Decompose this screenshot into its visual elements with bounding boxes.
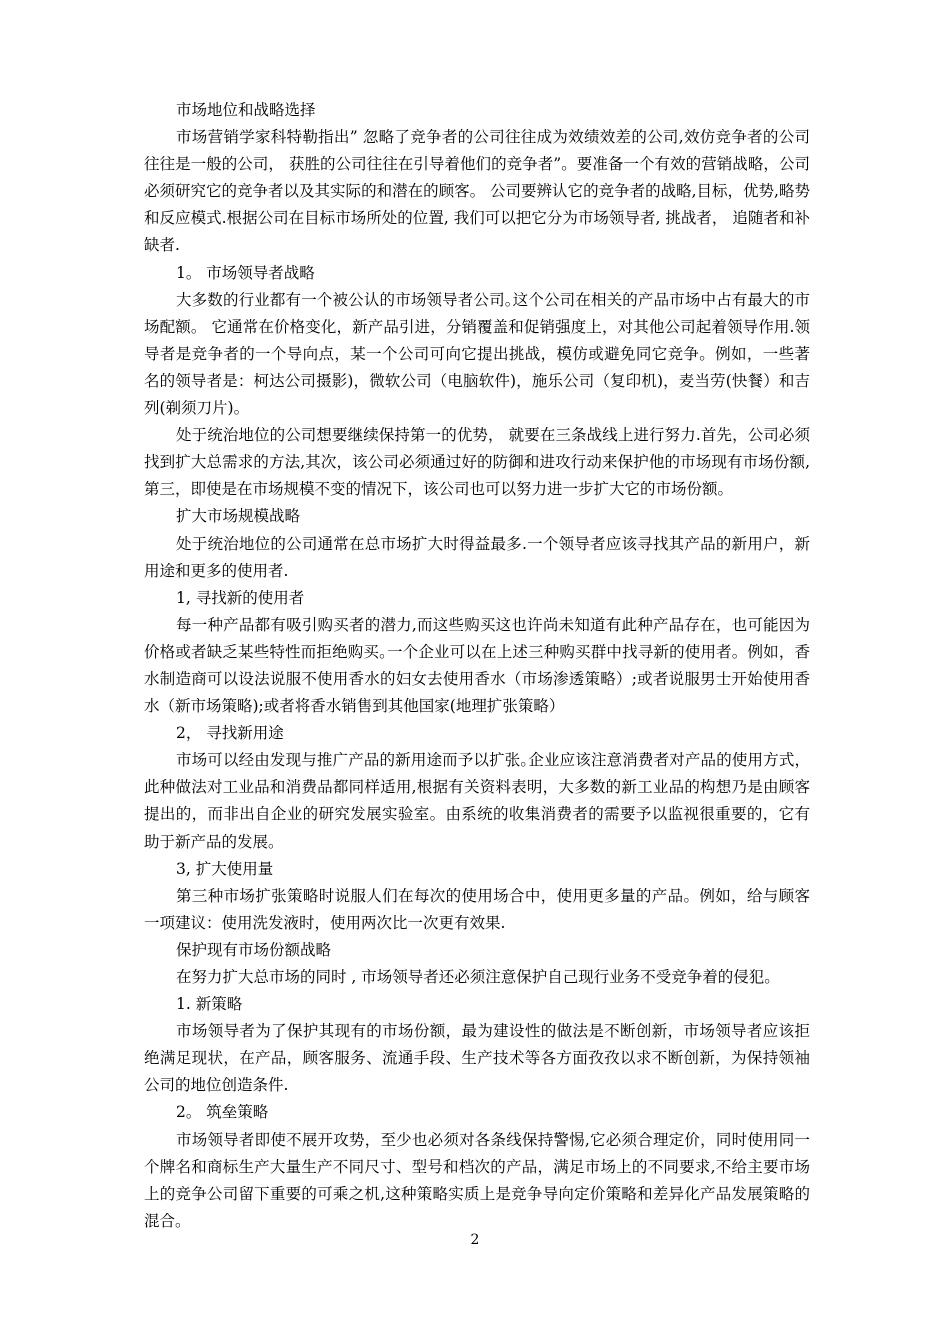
section-heading: 保护现有市场份额战略 [176,940,332,959]
body-paragraph: 第三种市场扩张策略时说服人们在每次的使用场合中，使用更多量的产品。例如，给与顾客一项建议：使用洗发液时，使用两次比一次更有效果. [144,886,810,932]
section-heading: 1, 寻找新的使用者 [176,588,305,607]
body-paragraph: 大多数的行业都有一个被公认的市场领导者公司｡这个公司在相关的产品市场中占有最大的市场配额。 它通常在价格变化，新产品引进，分销覆盖和促销强度上，对其他公司起着领导作用.领导者是竞争者的一个导向点，某一个公司可向它提出挑战，模仿或避免同它竞争。例如，一些著名的领导者是：柯达公司摄影)，微软公司（电脑软件)，施乐公司（复印机)，麦当劳(快餐）和吉列(剃须刀片)。 [144,290,810,418]
document-body [144,97,810,1235]
section-heading: 1. 新策略 [176,995,243,1014]
page-number: 2 [470,1232,480,1248]
body-paragraph: 每一种产品都有吸引购买者的潜力,而这些购买这也许尚未知道有此种产品存在，也可能因为价格或者缺乏某些特性而拒绝购买｡一个企业可以在上述三种购买群中找寻新的使用者。例如，香水制造商可以设法说服不使用香水的妇女去使用香水（市场渗透策略）;或者说服男士开始使用香水（新市场策略);或者将香水销售到其他国家(地理扩张策略） [144,615,810,716]
section-heading: 3, 扩大使用量 [176,859,274,878]
section-heading: 扩大市场规模战略 [176,507,301,526]
body-paragraph: 在努力扩大总市场的同时 , 市场领导者还必须注意保护自己现行业务不受竞争着的侵犯。 [176,968,780,986]
section-heading: 1。 市场领导者战略 [176,263,315,282]
body-paragraph: 市场可以经由发现与推广产品的新用途而予以扩张｡企业应该注意消费者对产品的使用方式，此种做法对工业品和消费品都同样适用,根据有关资料表明，大多数的新工业品的构想乃是由顾客提出的，而非出自企业的研究发展实验室。由系统的收集消费者的需要予以监视很重要的，它有助于新产品的发展。 [144,751,810,851]
body-paragraph: 处于统治地位的公司想要继续保持第一的优势， 就要在三条战线上进行努力.首先，公司必须找到扩大总需求的方法,其次，该公司必须通过好的防御和进攻行动来保护他的市场现有市场份额, 第三，即使是在市场规模不变的情况下，该公司也可以努力进一步扩大它的市场份额。 [144,426,810,499]
body-paragraph: 处于统治地位的公司通常在总市场扩大时得益最多.一个领导者应该寻找其产品的新用户，新用途和更多的使用者. [144,534,810,580]
section-heading: 2。 筑垒策略 [176,1103,269,1122]
section-heading: 市场地位和战略选择 [176,101,316,119]
section-heading: 2， 寻找新用途 [176,724,284,743]
body-paragraph: 市场领导者为了保护其现有的市场份额，最为建设性的做法是不断创新，市场领导者应该拒绝满足现状，在产品，顾客服务、流通手段、生产技术等各方面孜孜以求不断创新，为保持领袖公司的地位创造条件. [144,1022,810,1095]
body-paragraph: 市场领导者即使不展开攻势，至少也必须对各条线保持警惕,它必须合理定价，同时使用同一个牌名和商标生产大量生产不同尺寸、型号和档次的产品，满足市场上的不同要求,不给主要市场上的竞争公司留下重要的可乘之机,这种策略实质上是竞争导向定价策略和差异化产品发展策略的混合。 [144,1130,810,1230]
body-paragraph: 市场营销学家科特勒指出” 忽略了竞争者的公司往往成为效绩效差的公司,效仿竞争者的公司往往是一般的公司， 获胜的公司往往在引导着他们的竞争者”。要准备一个有效的营销战略，公司必须研究它的竞争者以及其实际的和潜在的顾客。 公司要辨认它的竞争者的战略,目标，优势,略势和反应模式.根据公司在目标市场所处的位置, 我们可以把它分为市场领导者, 挑战者， 追随者和补缺者. [144,128,810,255]
